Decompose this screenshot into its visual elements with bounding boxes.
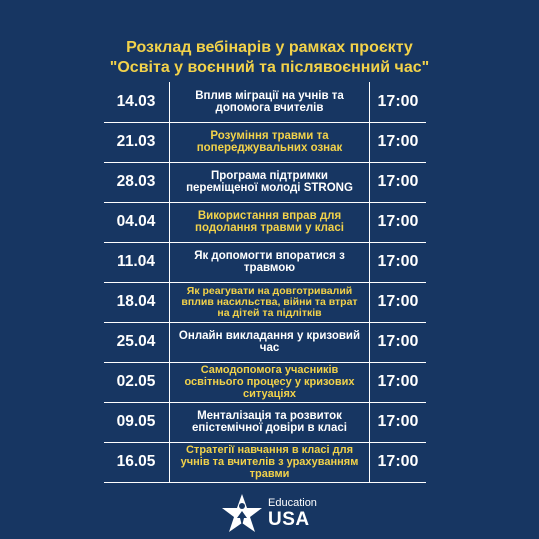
row-topic: Онлайн викладання у кризовий час (169, 322, 370, 362)
page-title (0, 38, 539, 78)
table-row (104, 362, 426, 403)
logo-education-text: Education (268, 497, 317, 509)
row-time: 17:00 (377, 173, 419, 190)
row-topic: Менталізація та розвиток епістемічної довіри в класі (169, 402, 370, 442)
title-line-1: Розклад вебінарів у рамках проєкту (126, 39, 413, 56)
row-date: 28.03 (116, 173, 156, 190)
education-usa-logo (220, 492, 330, 536)
row-date: 11.04 (117, 253, 155, 270)
table-row (104, 242, 426, 283)
row-topic: Використання вправ для подолання травми у класі (169, 202, 370, 242)
table-row (104, 322, 426, 363)
row-topic: Програма підтримки переміщеної молоді STRONG (169, 162, 370, 202)
table-row (104, 402, 426, 443)
row-date: 14.03 (116, 93, 156, 110)
row-time: 17:00 (377, 373, 419, 390)
row-topic: Вплив міграції на учнів та допомога вчителів (169, 82, 370, 122)
table-row (104, 122, 426, 163)
row-date: 09.05 (116, 413, 156, 430)
row-time: 17:00 (377, 333, 419, 350)
row-date: 04.04 (116, 213, 156, 230)
row-time: 17:00 (377, 453, 419, 470)
row-topic: Як реагувати на довготривалий вплив насильства, війни та втрат на дітей та підлітків (169, 282, 370, 322)
row-time: 17:00 (377, 133, 419, 150)
row-time: 17:00 (377, 253, 419, 270)
table-row (104, 202, 426, 243)
row-time: 17:00 (377, 213, 419, 230)
row-date: 25.04 (116, 333, 156, 350)
row-date: 16.05 (116, 453, 156, 470)
star-figure-icon (220, 492, 264, 536)
row-topic: Самодопомога учасників освітнього процесу у кризових ситуаціях (169, 362, 370, 402)
row-date: 02.05 (116, 373, 156, 390)
row-topic: Як допомогти впоратися з травмою (169, 242, 370, 282)
logo-usa-text: USA (268, 509, 310, 530)
schedule-table (104, 82, 426, 483)
table-row (104, 442, 426, 483)
row-time: 17:00 (377, 293, 419, 310)
row-topic: Стратегії навчання в класі для учнів та вчителів з урахуванням травми (169, 442, 370, 482)
table-row (104, 282, 426, 323)
table-row (104, 82, 426, 123)
row-topic: Розуміння травми та попереджувальних ознак (169, 122, 370, 162)
title-line-2: "Освіта у воєнний та післявоєнний час" (109, 59, 430, 76)
row-date: 21.03 (116, 133, 156, 150)
table-row (104, 162, 426, 203)
row-time: 17:00 (377, 93, 419, 110)
row-time: 17:00 (377, 413, 419, 430)
row-date: 18.04 (116, 293, 156, 310)
